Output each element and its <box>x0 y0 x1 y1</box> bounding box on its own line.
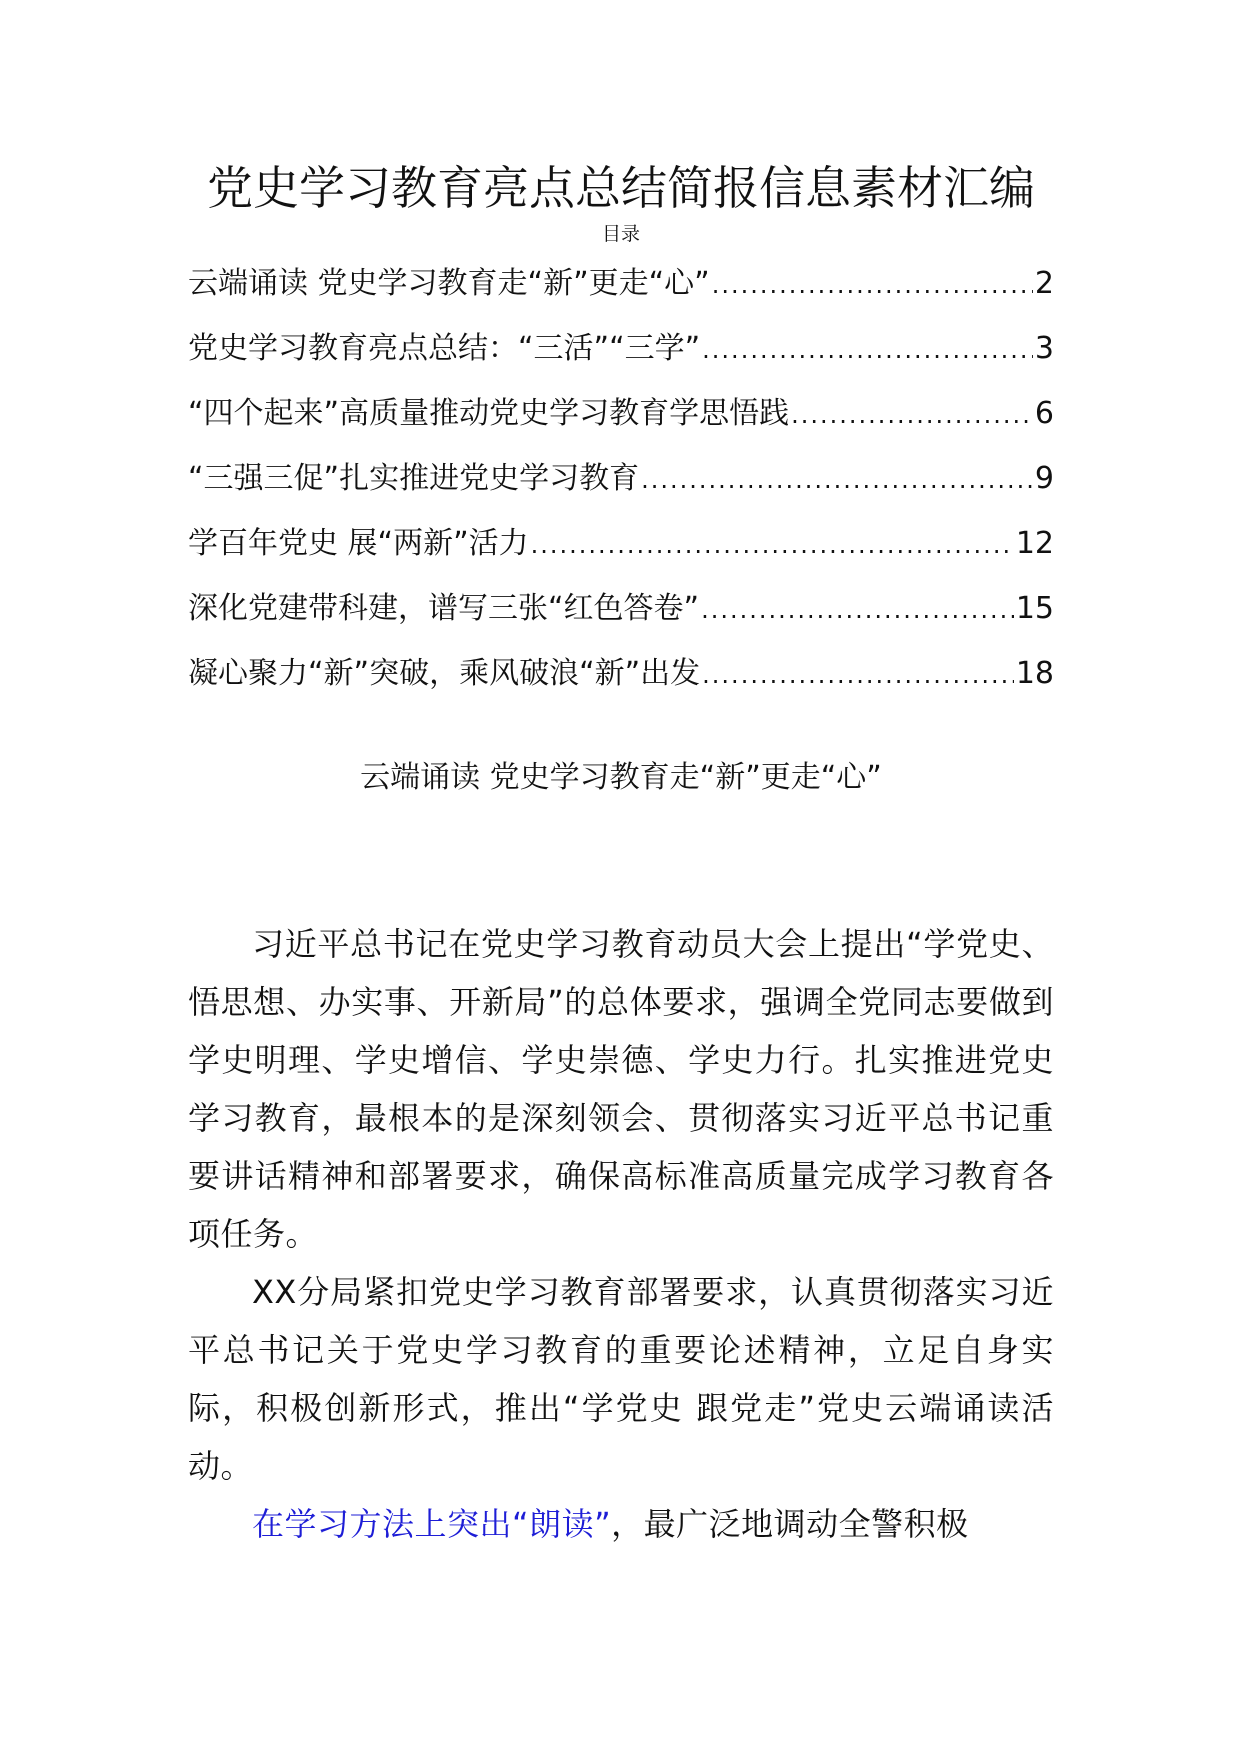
toc-dot-leader <box>702 653 1014 697</box>
toc-dot-leader <box>531 523 1014 567</box>
toc-item[interactable] <box>188 262 1054 327</box>
toc-item-page: 2 <box>1034 266 1054 301</box>
body-paragraph-partial <box>188 1495 1054 1553</box>
toc-item-page: 9 <box>1034 461 1054 496</box>
article-body <box>188 915 1054 1553</box>
toc-item-page: 6 <box>1034 396 1054 431</box>
highlighted-phrase: 在学习方法上突出“朗读” <box>252 1505 612 1543</box>
table-of-contents <box>188 262 1054 717</box>
toc-dot-leader <box>641 458 1033 502</box>
body-paragraph: XX分局紧扣党史学习教育部署要求，认真贯彻落实习近平总书记关于党史学习教育的重要论述精神，立足自身实际，积极创新形式，推出“学党史 跟党走”党史云端诵读活动。 <box>188 1273 1054 1485</box>
section-title: 云端诵读 党史学习教育走“新”更走“心” <box>360 760 882 795</box>
toc-dot-leader <box>702 328 1033 372</box>
toc-item-page: 15 <box>1015 591 1054 626</box>
toc-item-title: 党史学习教育亮点总结：“三活”“三学” <box>188 331 701 366</box>
toc-item[interactable] <box>188 652 1054 717</box>
toc-item-title: “三强三促”扎实推进党史学习教育 <box>188 461 640 496</box>
toc-item[interactable] <box>188 587 1054 652</box>
toc-item[interactable] <box>188 457 1054 522</box>
toc-item[interactable] <box>188 522 1054 587</box>
toc-dot-leader <box>791 393 1033 437</box>
toc-item-title: “四个起来”高质量推动党史学习教育学思悟践 <box>188 396 790 431</box>
toc-item-page: 12 <box>1015 526 1054 561</box>
toc-item[interactable] <box>188 327 1054 392</box>
toc-dot-leader <box>701 588 1014 632</box>
toc-item-title: 凝心聚力“新”突破，乘风破浪“新”出发 <box>188 656 701 691</box>
paragraph-continuation: ，最广泛地调动全警积极 <box>611 1505 969 1543</box>
toc-item-title: 深化党建带科建，谱写三张“红色答卷” <box>188 591 700 626</box>
toc-heading: 目录 <box>601 223 640 245</box>
body-paragraph: 习近平总书记在党史学习教育动员大会上提出“学党史、悟思想、办实事、开新局”的总体要求，强调全党同志要做到学史明理、学史增信、学史崇德、学史力行。扎实推进党史学习教育，最根本的是深刻领会、贯彻落实习近平总书记重要讲话精神和部署要求，确保高标准高质量完成学习教育各项任务。 <box>188 925 1054 1253</box>
toc-dot-leader <box>712 263 1033 307</box>
toc-item-page: 18 <box>1015 656 1054 691</box>
toc-item[interactable] <box>188 392 1054 457</box>
document-title: 党史学习教育亮点总结简报信息素材汇编 <box>207 161 1035 215</box>
toc-item-title: 学百年党史 展“两新”活力 <box>188 526 529 561</box>
toc-item-page: 3 <box>1034 331 1054 366</box>
toc-item-title: 云端诵读 党史学习教育走“新”更走“心” <box>188 266 710 301</box>
